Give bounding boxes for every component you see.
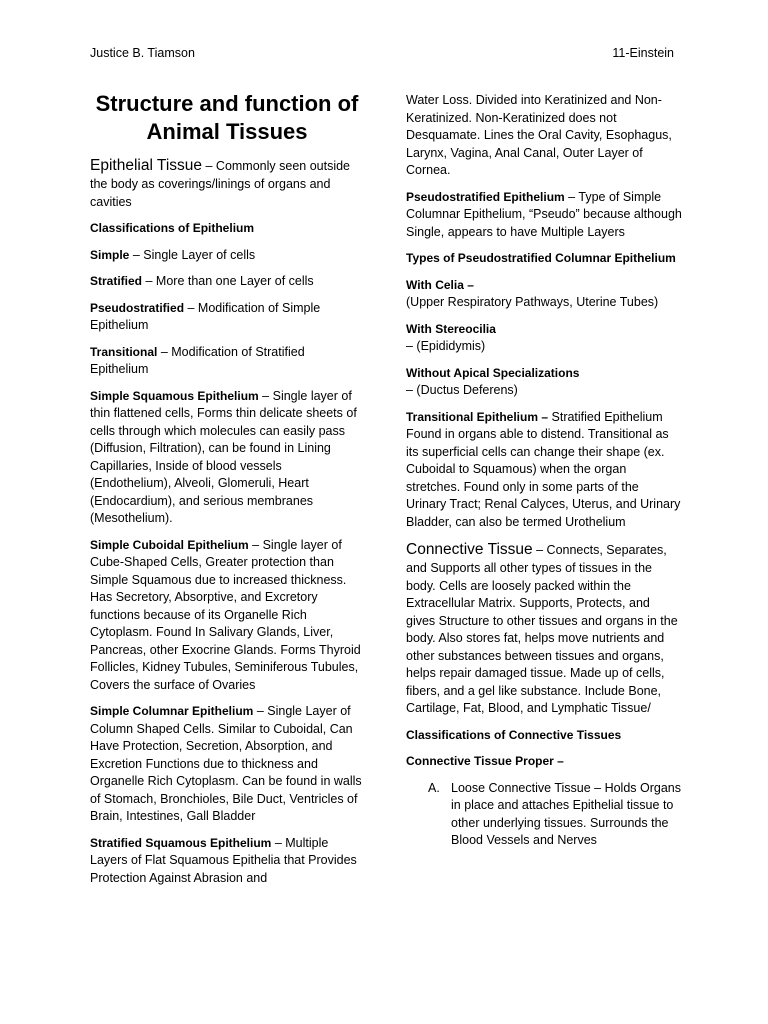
term: Pseudostratified — [90, 300, 185, 315]
paragraph-text: (Upper Respiratory Pathways, Uterine Tubes) — [406, 295, 659, 309]
ct-classifications-heading: Classifications of Connective Tissues — [406, 727, 622, 742]
connective-tissue-heading: Connective Tissue — [406, 541, 533, 558]
with-stereocilia-paragraph — [406, 321, 682, 356]
page-title: Structure and function of Animal Tissues — [95, 91, 359, 144]
pseudo-types-heading: Types of Pseudostratified Columnar Epithelium — [406, 251, 676, 265]
term: Simple Squamous Epithelium — [90, 388, 259, 403]
list-item-text: Loose Connective Tissue – Holds Organs in place and attaches Epithelial tissue to other underlying tissues. Surrounds the Blood Vessels and Nerves — [451, 780, 681, 847]
list-marker: A. — [428, 780, 440, 795]
transitional-epithelium-paragraph — [406, 409, 682, 532]
classifications-heading: Classifications of Epithelium — [90, 221, 255, 235]
paragraph-text: – Multiple Layers of Flat Squamous Epithelia that Provides Protection Against Abrasion and — [90, 835, 357, 885]
stratified-squamous-paragraph — [90, 835, 364, 888]
term: Transitional — [90, 344, 158, 359]
paragraph-text: – Modification of Simple Epithelium — [90, 300, 321, 332]
paragraph-text: – Commonly seen outside the body as coverings/linings of organs and cavities — [90, 159, 351, 209]
paragraph-text: – (Epididymis) — [406, 339, 486, 353]
right-column — [406, 92, 682, 850]
term: With Celia – — [406, 277, 474, 292]
pseudostratified-paragraph — [90, 300, 364, 335]
transitional-paragraph — [90, 344, 364, 379]
term: Simple Columnar Epithelium — [90, 704, 254, 718]
epithelial-tissue-heading: Epithelial Tissue — [90, 157, 203, 174]
term: Pseudostratified Epithelium — [406, 189, 565, 204]
classifications-heading-paragraph — [90, 220, 364, 238]
continuation-paragraph: Water Loss. Divided into Keratinized and Non-Keratinized. Non-Keratinized does not Desquamate. Lines the Oral Cavity, Esophagus, Larynx, Vagina, Anal Canal, Outer Layer of Cornea. — [406, 93, 672, 177]
term: Transitional Epithelium – — [406, 409, 549, 424]
pseudostratified-epithelium-paragraph — [406, 189, 682, 242]
term: Stratified Squamous Epithelium — [90, 835, 272, 850]
paragraph-text: – Modification of Stratified Epithelium — [90, 344, 305, 376]
simple-squamous-paragraph — [90, 388, 364, 528]
paragraph-text: – More than one Layer of cells — [142, 274, 314, 288]
stratified-paragraph — [90, 273, 364, 291]
ct-proper-paragraph — [406, 753, 682, 771]
author-name: Justice B. Tiamson — [90, 46, 195, 60]
epithelial-tissue-paragraph — [90, 156, 364, 211]
term: Stratified — [90, 274, 143, 288]
pseudo-types-heading-paragraph — [406, 250, 682, 268]
paragraph-text: – Connects, Separates, and Supports all other types of tissues in the body. Cells are loosely packed within the Extracellular Matrix. Supports, Protects, and gives Structure to other tissues and organs in the body. Also stores fat, helps move nutrients and other substances between tissues and organs, helps repair damaged tissue. Made up of cells, fibers, and a gel like substance. Include Bone, Cartilage, Fat, Blood, and Lymphatic Tissue/ — [406, 543, 678, 715]
simple-columnar-paragraph — [90, 703, 364, 826]
paragraph-text: – Single Layer of Column Shaped Cells. Similar to Cuboidal, Can Have Protection, Secretion, Absorption, and Excretion Functions due to thickness and Organelle Rich Cytoplasm. Can be found in walls of Stomach, Bronchioles, Bile Duct, Ventricles of Brain, Intestines, Gall Bladder — [90, 704, 362, 823]
ct-proper-heading: Connective Tissue Proper – — [406, 754, 564, 768]
paragraph-text: – Single Layer of cells — [129, 247, 256, 262]
paragraph-text: Stratified Epithelium Found in organs able to distend. Transitional as its superficial cells can change their shape (ex. Cuboidal to Squamous) when the organ stretches. Found only in some parts of the Urinary Tract; Renal Calyces, Uterus, and Urinary Bladder, can also be termed Urothelium — [406, 409, 681, 529]
list-item — [406, 780, 682, 850]
paragraph-text: – (Ductus Deferens) — [406, 383, 518, 397]
term: Simple — [90, 247, 130, 262]
paragraph-text: – Single layer of thin flattened cells, Forms thin delicate sheets of cells through which molecules can easily pass (Diffusion, Filtration), can be found in Lining Capillaries, Inside of blood vessels (Endothelium), Alveoli, Glomeruli, Heart (Endocardium), and serious membranes (Mesothelium). — [90, 388, 357, 525]
term: Simple Cuboidal Epithelium — [90, 537, 249, 552]
paragraph-text: – Single layer of Cube-Shaped Cells, Greater protection than Simple Squamous due to increased thickness. Has Secretory, Absorptive, and Excretory functions because of its Organelle Rich Cytoplasm. Found In Salivary Glands, Liver, Pancreas, other Exocrine Glands. Forms Thyroid Follicles, Kidney Tubules, Seminiferous Tubules, Covers the surface of Ovaries — [90, 537, 361, 692]
paragraph-text: – Type of Simple Columnar Epithelium, “Pseudo” because although Single, appears to have Multiple Layers — [406, 189, 682, 239]
simple-paragraph — [90, 247, 364, 265]
simple-cuboidal-paragraph — [90, 537, 364, 695]
term: With Stereocilia — [406, 321, 496, 336]
term: Without Apical Specializations — [406, 365, 580, 380]
ct-proper-list — [406, 780, 682, 850]
connective-tissue-paragraph — [406, 540, 682, 718]
ct-classifications-paragraph — [406, 727, 682, 745]
with-celia-paragraph — [406, 277, 682, 312]
without-apical-paragraph — [406, 365, 682, 400]
left-column — [90, 90, 364, 896]
class-section: 11-Einstein — [612, 46, 674, 60]
